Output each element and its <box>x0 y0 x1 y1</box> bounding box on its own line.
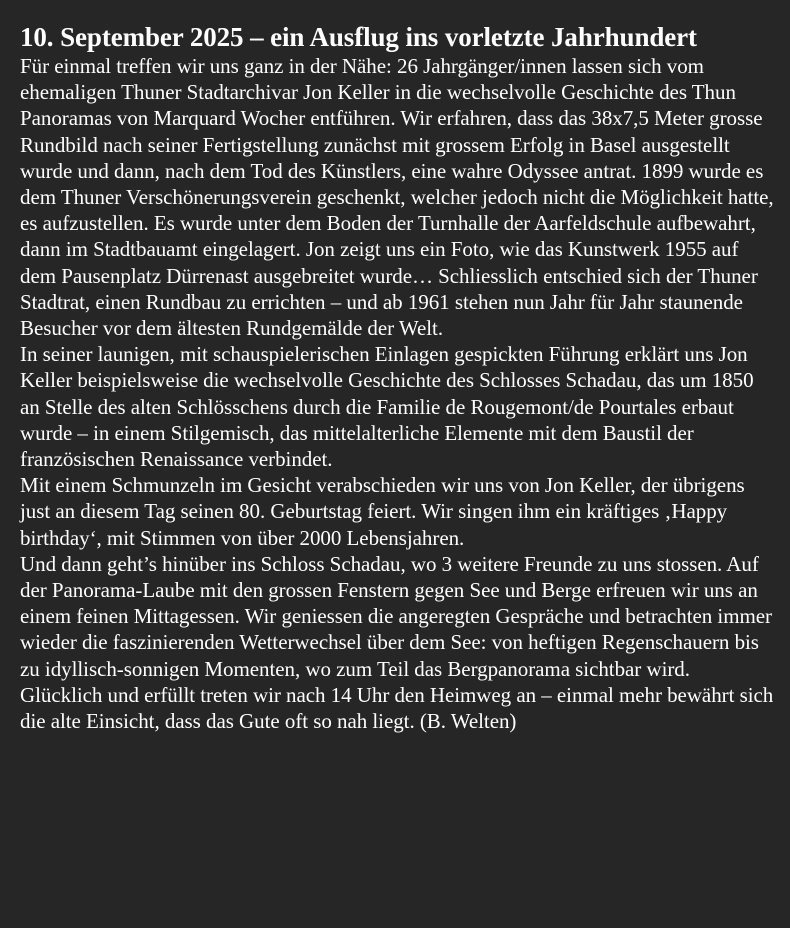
article-paragraph-4: Und dann geht’s hinüber ins Schloss Schadau, wo 3 weitere Freunde zu uns stossen. Auf der Panorama-Laube mit den grossen Fenstern gegen See und Berge erfreuen wir uns an einem feinen Mittagessen. Wir geniessen die angeregten Gespräche und betrachten immer wieder die faszinierenden Wetterwechsel über dem See: von heftigen Regenschauern bis zu idyllisch-sonnigen Momenten, wo zum Teil das Bergpanorama sichtbar wird. <box>20 551 772 681</box>
article-paragraph-5: Glücklich und erfüllt treten wir nach 14 Uhr den Heimweg an – einmal mehr bewährt sich die alte Einsicht, dass das Gute oft so nah liegt. (B. Welten) <box>20 682 774 734</box>
article-paragraph-1: Für einmal treffen wir uns ganz in der Nähe: 26 Jahrgänger/innen lassen sich vom ehemaligen Thuner Stadtarchivar Jon Keller in die wechselvolle Geschichte des Thun Panoramas von Marquard Wocher entführen. Wir erfahren, dass das 38x7,5 Meter grosse Rundbild nach seiner Fertigstellung zunächst mit grossem Erfolg in Basel ausgestellt wurde und dann, nach dem Tod des Künstlers, eine wahre Odyssee antrat. 1899 wurde es dem Thuner Verschönerungsverein geschenkt, welcher jedoch nicht die Möglichkeit hatte, es aufzustellen. Es wurde unter dem Boden der Turnhalle der Aarfeldschule aufbewahrt, dann im Stadtbauamt eingelagert. Jon zeigt uns ein Foto, wie das Kunstwerk 1955 auf dem Pausenplatz Dürrenast ausgebreitet wurde… Schliesslich entschied sich der Thuner Stadtrat, einen Rundbau zu errichten – und ab 1961 stehen nun Jahr für Jahr staunende Besucher vor dem ältesten Rundgemälde der Welt. <box>20 54 774 341</box>
article-title: 10. September 2025 – ein Ausflug ins vorletzte Jahrhundert <box>20 22 697 52</box>
article-paragraph-2: In seiner launigen, mit schauspielerischen Einlagen gespickten Führung erklärt uns Jon Keller beispielsweise die wechselvolle Geschichte des Schlosses Schadau, das um 1850 an Stelle des alten Schlösschens durch die Familie de Rougemont/de Pourtales erbaut wurde – in einem Stilgemisch, das mittelalterliche Elemente mit dem Baustil der französischen Renaissance verbindet. <box>20 342 754 472</box>
article-paragraph-3: Mit einem Schmunzeln im Gesicht verabschieden wir uns von Jon Keller, der übrigens just an diesem Tag seinen 80. Geburtstag feiert. Wir singen ihm ein kräftiges ‚Happy birthday‘, mit Stimmen von über 2000 Lebensjahren. <box>20 473 745 550</box>
